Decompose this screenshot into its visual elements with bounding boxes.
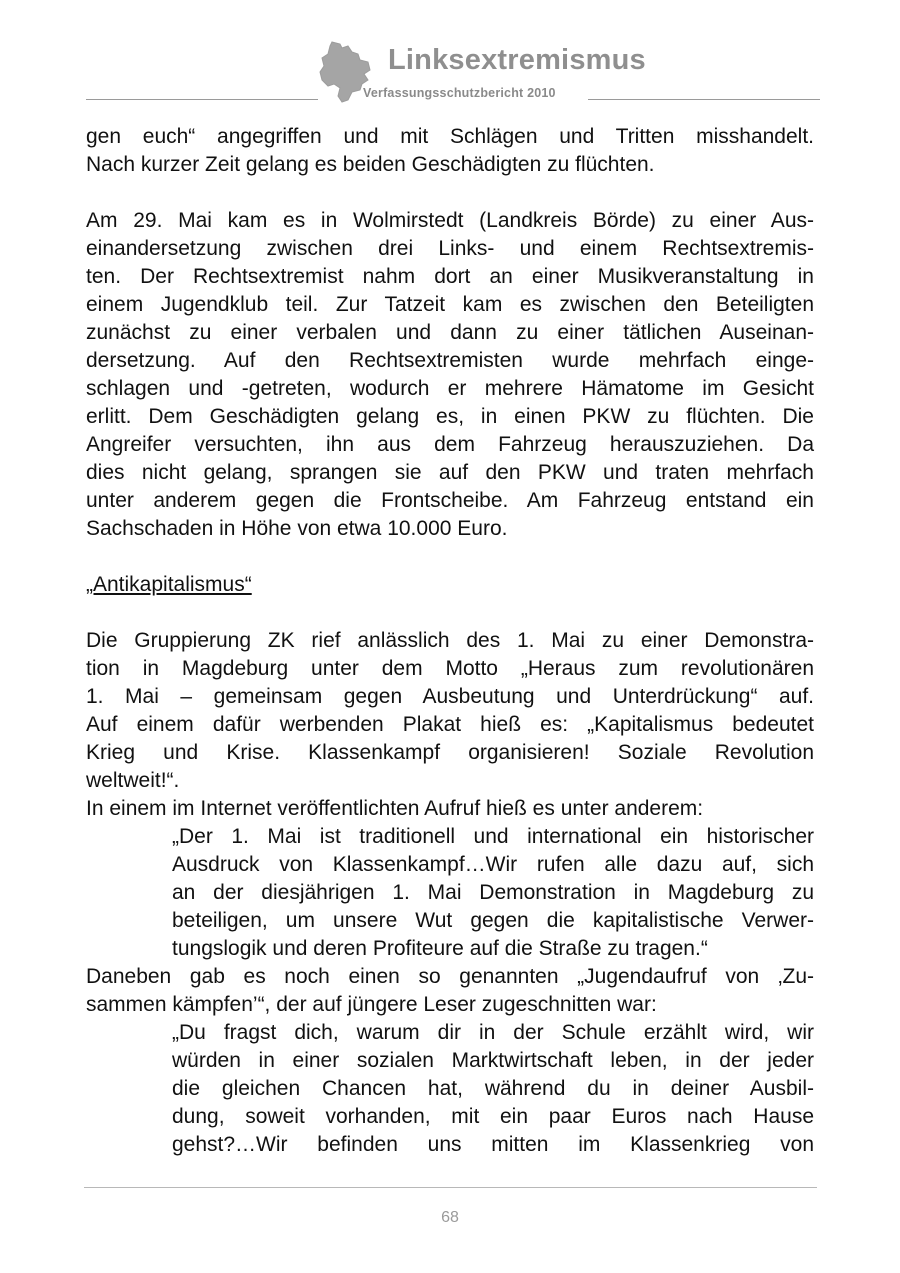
text-line: tion in Magdeburg unter dem Motto „Heraus zum revolutionären — [86, 657, 814, 680]
section-heading: „Antikapitalismus“ — [86, 573, 252, 596]
text-line: „Du fragst dich, warum dir in der Schule erzählt wird, wir — [172, 1021, 814, 1044]
page-number: 68 — [441, 1209, 459, 1226]
text-line: gehst?…Wir befinden uns mitten im Klassenkrieg von — [172, 1133, 814, 1156]
text-line: Sachschaden in Höhe von etwa 10.000 Euro. — [86, 517, 508, 540]
text-line: Angreifer versuchten, ihn aus dem Fahrzeug herauszuziehen. Da — [86, 433, 814, 456]
paragraph — [86, 963, 814, 1019]
text-line: gen euch“ angegriffen und mit Schlägen und Tritten misshandelt. — [86, 125, 814, 148]
text-line: dies nicht gelang, sprangen sie auf den PKW und traten mehrfach — [86, 461, 814, 484]
text-line: einem Jugendklub teil. Zur Tatzeit kam es zwischen den Beteiligten — [86, 293, 814, 316]
text-line: erlitt. Dem Geschädigten gelang es, in einen PKW zu flüchten. Die — [86, 405, 814, 428]
text-line: sammen kämpfen’“, der auf jüngere Leser zugeschnitten war: — [86, 993, 657, 1016]
text-line: Am 29. Mai kam es in Wolmirstedt (Landkreis Börde) zu einer Aus- — [86, 209, 814, 232]
text-line: ten. Der Rechtsextremist nahm dort an einer Musikveranstaltung in — [86, 265, 814, 288]
text-line: beteiligen, um unsere Wut gegen die kapitalistische Verwer- — [172, 909, 814, 932]
text-line: In einem im Internet veröffentlichten Aufruf hieß es unter anderem: — [86, 797, 704, 820]
text-line: würden in einer sozialen Marktwirtschaft leben, in der jeder — [172, 1049, 814, 1072]
text-line: dersetzung. Auf den Rechtsextremisten wurde mehrfach einge- — [86, 349, 814, 372]
text-line: tungslogik und deren Profiteure auf die Straße zu tragen.“ — [172, 937, 708, 960]
body-text — [86, 123, 814, 1159]
header-title: Linksextremismus — [388, 44, 646, 76]
footer-rule — [84, 1187, 817, 1188]
text-line: Nach kurzer Zeit gelang es beiden Geschädigten zu flüchten. — [86, 153, 655, 176]
text-line: 1. Mai – gemeinsam gegen Ausbeutung und Unterdrückung“ auf. — [86, 685, 814, 708]
paragraph — [86, 207, 814, 543]
text-line: Die Gruppierung ZK rief anlässlich des 1. Mai zu einer Demonstra- — [86, 629, 814, 652]
text-line: Ausdruck von Klassenkampf…Wir rufen alle dazu auf, sich — [172, 853, 814, 876]
text-line: Daneben gab es noch einen so genannten „Jugendaufruf von ‚Zu- — [86, 965, 814, 988]
header-rule-right — [588, 99, 820, 100]
text-line: zunächst zu einer verbalen und dann zu einer tätlichen Auseinan- — [86, 321, 814, 344]
text-line: an der diesjährigen 1. Mai Demonstration in Magdeburg zu — [172, 881, 814, 904]
text-line: schlagen und -getreten, wodurch er mehrere Hämatome im Gesicht — [86, 377, 814, 400]
header-subtitle: Verfassungsschutzbericht 2010 — [363, 86, 556, 100]
paragraph — [86, 627, 814, 795]
text-line: einandersetzung zwischen drei Links- und einem Rechtsextremis- — [86, 237, 814, 260]
block-quote — [172, 823, 814, 963]
text-line: dung, soweit vorhanden, mit ein paar Euros nach Hause — [172, 1105, 814, 1128]
text-line: die gleichen Chancen hat, während du in deiner Ausbil- — [172, 1077, 814, 1100]
text-line: weltweit!“. — [86, 769, 180, 792]
paragraph — [86, 795, 814, 823]
text-line: Krieg und Krise. Klassenkampf organisieren! Soziale Revolution — [86, 741, 814, 764]
block-quote — [172, 1019, 814, 1159]
paragraph — [86, 123, 814, 179]
header-rule-left — [86, 99, 318, 100]
text-line: unter anderem gegen die Frontscheibe. Am Fahrzeug entstand ein — [86, 489, 814, 512]
text-line: „Der 1. Mai ist traditionell und international ein historischer — [172, 825, 814, 848]
text-line: Auf einem dafür werbenden Plakat hieß es: „Kapitalismus bedeutet — [86, 713, 814, 736]
